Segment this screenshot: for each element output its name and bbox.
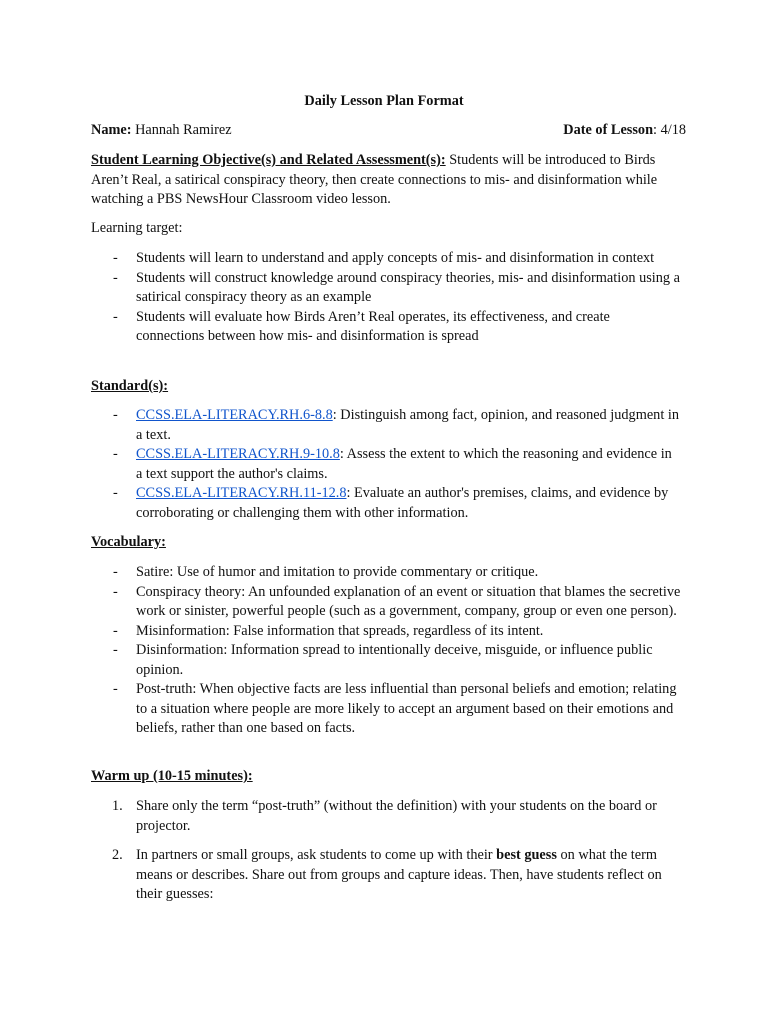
dash-marker: - [113, 642, 118, 658]
vocabulary-list [91, 563, 681, 739]
name-value: Hannah Ramirez [135, 122, 232, 138]
dash-marker: - [113, 250, 118, 266]
list-item [91, 680, 681, 739]
dash-marker: - [113, 269, 118, 286]
dash-marker: - [113, 622, 118, 639]
vocabulary-heading [91, 533, 681, 553]
step-text: Share only the term “post-truth” (without the definition) with your students on the board or projector. [136, 798, 657, 834]
list-item [91, 308, 681, 347]
dash-marker: - [113, 583, 118, 600]
list-item [91, 406, 681, 445]
dash-marker: - [113, 485, 118, 501]
list-item-text: Students will construct knowledge around conspiracy theories, mis- and disinformation using a satirical conspiracy theory as an example [136, 269, 680, 305]
name-line [91, 121, 232, 141]
list-item [91, 563, 681, 583]
list-item [91, 622, 681, 642]
objective-heading: Student Learning Objective(s) and Related Assessment(s): [91, 152, 446, 168]
standards-heading [91, 377, 681, 397]
standards-list [91, 406, 681, 523]
step-text-b: on what the term means or describes. Share out from groups and capture ideas. Then, have students reflect on their guesses: [136, 847, 662, 902]
standard-link[interactable]: CCSS.ELA-LITERACY.RH.11-12.8 [136, 485, 347, 501]
list-item [91, 445, 681, 484]
list-item [91, 641, 681, 680]
list-item-text: Students will evaluate how Birds Aren’t Real operates, its effectiveness, and create connections between how mis- and disinformation is spread [136, 308, 610, 344]
learning-target-label: Learning target: [91, 220, 183, 236]
list-item-text: Conspiracy theory: An unfounded explanation of an event or situation that blames the secretive work or sinister, powerful people (such as a government, company, group or even one person). [136, 583, 681, 619]
list-item [91, 269, 681, 308]
name-label: Name: [91, 122, 132, 138]
objective-section [91, 151, 681, 210]
date-line [563, 121, 686, 141]
standard-link[interactable]: CCSS.ELA-LITERACY.RH.6-8.8 [136, 407, 333, 423]
list-item [91, 583, 681, 622]
step-text-a: In partners or small groups, ask students to come up with their [136, 847, 497, 863]
list-item-text: Misinformation: False information that spreads, regardless of its intent. [136, 622, 544, 639]
document-title: Daily Lesson Plan Format [304, 93, 464, 109]
standard-text: : Assess the extent to which the reasoning and evidence in a text support the author's claims. [136, 446, 672, 482]
standard-text: : Evaluate an author's premises, claims, and evidence by corroborating or challenging them with other information. [136, 485, 669, 521]
warmup-heading [91, 767, 681, 787]
warmup-steps [91, 797, 681, 836]
list-item-text: Disinformation: Information spread to intentionally deceive, misguide, or influence public opinion. [136, 642, 653, 678]
objective-text: Students will be introduced to Birds Aren’t Real, a satirical conspiracy theory, then create connections to mis- and disinformation while watching a PBS NewsHour Classroom video lesson. [91, 152, 658, 207]
list-item [91, 797, 681, 836]
step-text-bold: best guess [496, 847, 557, 863]
list-item-text: Post-truth: When objective facts are less influential than personal beliefs and emotion; relating to a situation where people are more likely to accept an argument based on their emotions and beliefs, rather than one based on facts. [136, 681, 677, 736]
vocabulary-heading-text: Vocabulary: [91, 534, 166, 550]
learning-target-list [91, 249, 681, 347]
list-item [91, 846, 681, 905]
step-number: 1. [112, 798, 123, 814]
dash-marker: - [113, 446, 118, 462]
warmup-steps-2 [91, 846, 681, 905]
date-value: : 4/18 [653, 122, 686, 138]
warmup-heading-text: Warm up (10-15 minutes): [91, 768, 253, 784]
list-item [91, 249, 681, 269]
list-item-text: Students will learn to understand and apply concepts of mis- and disinformation in context [136, 250, 655, 266]
dash-marker: - [113, 407, 118, 423]
dash-marker: - [113, 681, 118, 697]
list-item-text: Satire: Use of humor and imitation to provide commentary or critique. [136, 564, 539, 580]
list-item [91, 484, 681, 523]
standard-text: : Distinguish among fact, opinion, and reasoned judgment in a text. [136, 407, 679, 443]
step-number: 2. [112, 847, 123, 863]
dash-marker: - [113, 564, 118, 580]
standards-heading-text: Standard(s): [91, 378, 169, 394]
date-label: Date of Lesson [563, 122, 654, 138]
standard-link[interactable]: CCSS.ELA-LITERACY.RH.9-10.8 [136, 446, 340, 462]
dash-marker: - [113, 308, 118, 325]
